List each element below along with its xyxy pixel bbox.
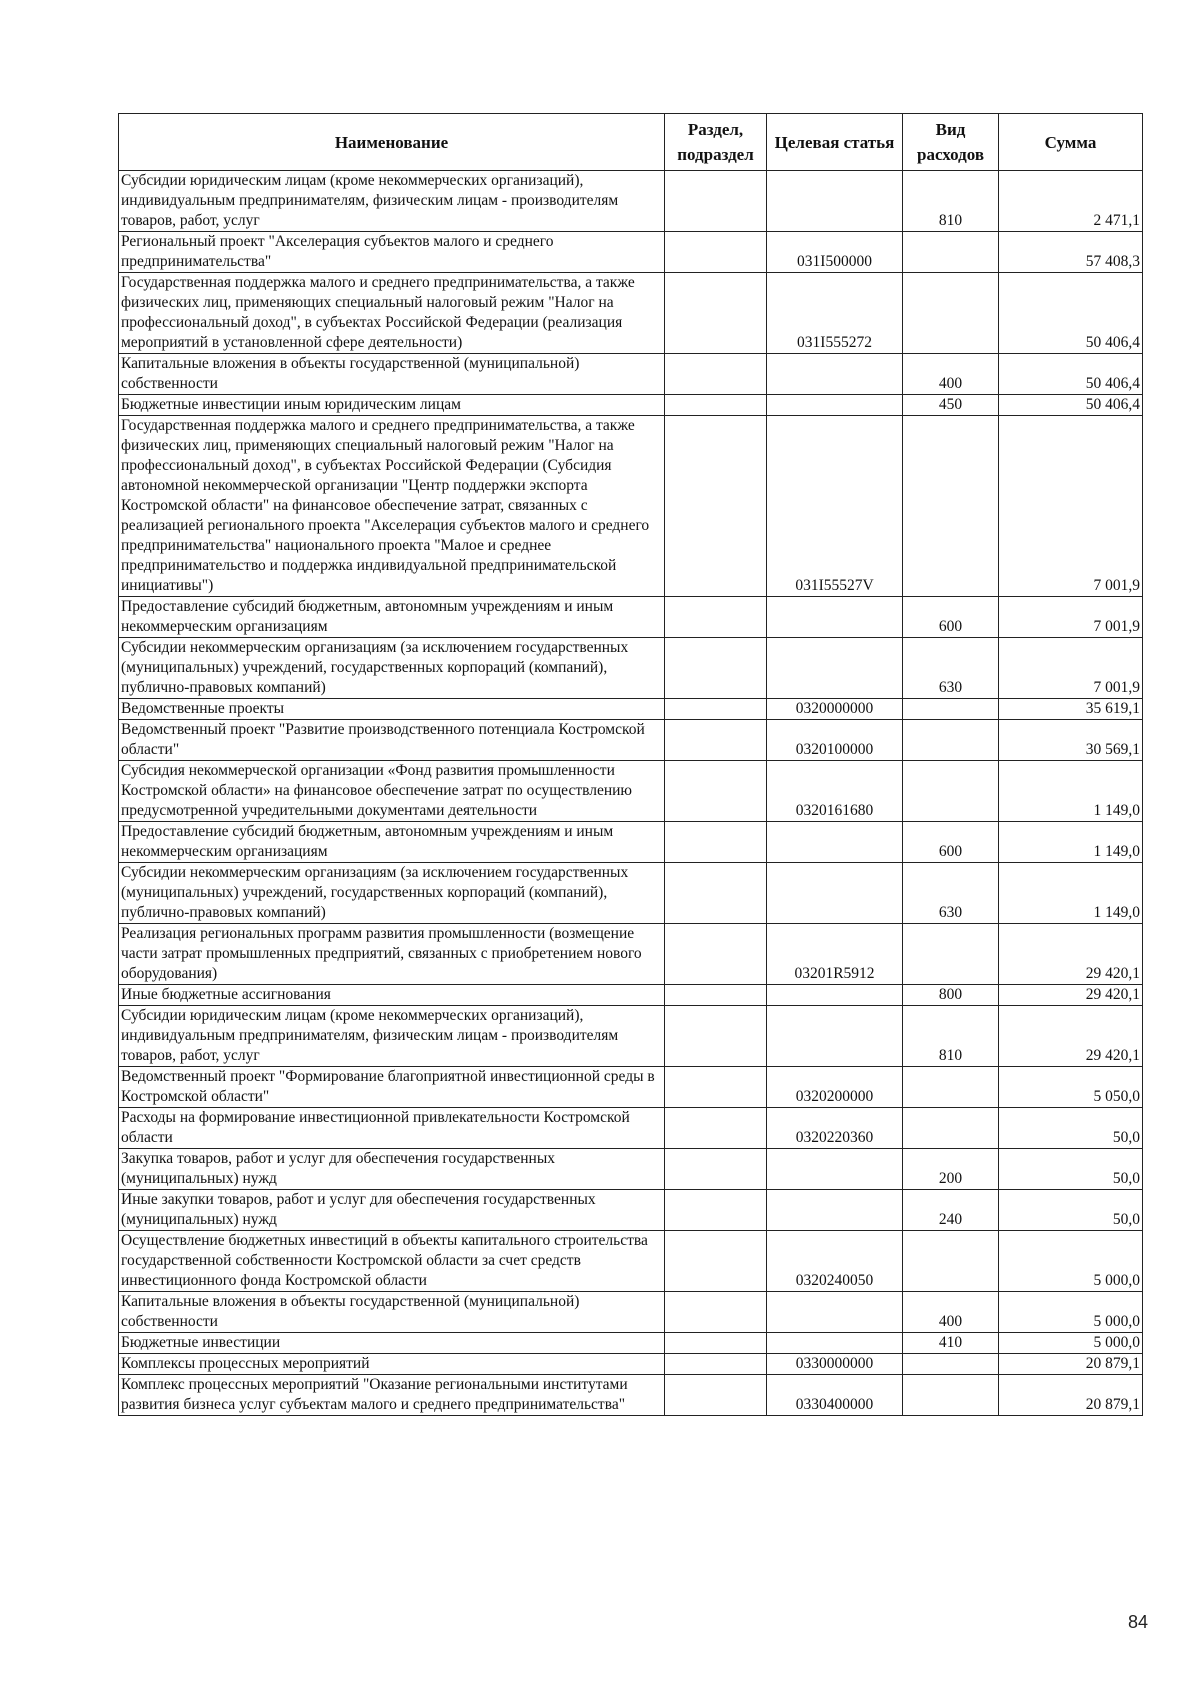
cell-expense	[903, 232, 999, 273]
cell-expense: 630	[903, 863, 999, 924]
cell-name: Региональный проект "Акселерация субъектов малого и среднего предпринимательства"	[119, 232, 665, 273]
cell-section	[665, 1006, 767, 1067]
cell-target: 03201R5912	[767, 924, 903, 985]
cell-name: Государственная поддержка малого и среднего предпринимательства, а также физических лиц, применяющих специальный налоговый режим "Налог на профессиональный доход", в субъектах Российской Федерации (реализация мероприятий в установленной сфере деятельности)	[119, 273, 665, 354]
cell-amount: 7 001,9	[999, 597, 1143, 638]
cell-target: 0320200000	[767, 1067, 903, 1108]
cell-amount: 50,0	[999, 1108, 1143, 1149]
cell-expense	[903, 1067, 999, 1108]
cell-target	[767, 1333, 903, 1354]
cell-name: Осуществление бюджетных инвестиций в объекты капитального строительства государственной собственности Костромской области за счет средств инвестиционного фонда Костромской области	[119, 1231, 665, 1292]
cell-expense	[903, 699, 999, 720]
cell-section	[665, 1375, 767, 1416]
cell-target	[767, 597, 903, 638]
cell-amount: 7 001,9	[999, 416, 1143, 597]
cell-expense: 240	[903, 1190, 999, 1231]
cell-amount: 5 000,0	[999, 1333, 1143, 1354]
header-expense: Вид расходов	[903, 114, 999, 171]
table-row	[119, 1149, 1143, 1190]
cell-target	[767, 863, 903, 924]
table-header	[119, 114, 1143, 171]
cell-section	[665, 863, 767, 924]
cell-expense	[903, 416, 999, 597]
cell-name: Субсидии некоммерческим организациям (за исключением государственных (муниципальных) учреждений, государственных корпораций (компаний), публично-правовых компаний)	[119, 638, 665, 699]
cell-section	[665, 1292, 767, 1333]
cell-section	[665, 395, 767, 416]
table-row	[119, 395, 1143, 416]
cell-section	[665, 1333, 767, 1354]
cell-name: Субсидии юридическим лицам (кроме некоммерческих организаций), индивидуальным предпринимателям, физическим лицам - производителям товаров, работ, услуг	[119, 1006, 665, 1067]
cell-name: Субсидии некоммерческим организациям (за исключением государственных (муниципальных) учреждений, государственных корпораций (компаний), публично-правовых компаний)	[119, 863, 665, 924]
cell-name: Предоставление субсидий бюджетным, автономным учреждениям и иным некоммерческим организациям	[119, 597, 665, 638]
table-row	[119, 1006, 1143, 1067]
cell-expense: 400	[903, 354, 999, 395]
cell-expense: 400	[903, 1292, 999, 1333]
cell-amount: 7 001,9	[999, 638, 1143, 699]
budget-table	[118, 113, 1143, 1416]
cell-section	[665, 597, 767, 638]
table-row	[119, 1067, 1143, 1108]
cell-expense: 630	[903, 638, 999, 699]
cell-amount: 50 406,4	[999, 354, 1143, 395]
cell-section	[665, 171, 767, 232]
cell-section	[665, 638, 767, 699]
cell-expense: 600	[903, 597, 999, 638]
cell-amount: 35 619,1	[999, 699, 1143, 720]
cell-section	[665, 761, 767, 822]
cell-target	[767, 354, 903, 395]
cell-amount: 29 420,1	[999, 924, 1143, 985]
cell-section	[665, 1067, 767, 1108]
cell-section	[665, 822, 767, 863]
cell-section	[665, 985, 767, 1006]
cell-amount: 50 406,4	[999, 273, 1143, 354]
cell-target: 0320000000	[767, 699, 903, 720]
table-row	[119, 761, 1143, 822]
table-row	[119, 985, 1143, 1006]
cell-amount: 30 569,1	[999, 720, 1143, 761]
cell-expense	[903, 1108, 999, 1149]
page-number: 84	[1128, 1612, 1149, 1632]
cell-name: Иные закупки товаров, работ и услуг для обеспечения государственных (муниципальных) нужд	[119, 1190, 665, 1231]
cell-name: Расходы на формирование инвестиционной привлекательности Костромской области	[119, 1108, 665, 1149]
cell-name: Иные бюджетные ассигнования	[119, 985, 665, 1006]
cell-expense	[903, 1231, 999, 1292]
cell-expense	[903, 273, 999, 354]
cell-expense: 800	[903, 985, 999, 1006]
cell-amount: 29 420,1	[999, 1006, 1143, 1067]
cell-target	[767, 1149, 903, 1190]
cell-name: Ведомственный проект "Формирование благоприятной инвестиционной среды в Костромской области"	[119, 1067, 665, 1108]
cell-section	[665, 1108, 767, 1149]
cell-name: Бюджетные инвестиции	[119, 1333, 665, 1354]
cell-section	[665, 1354, 767, 1375]
cell-target	[767, 171, 903, 232]
table-row	[119, 1108, 1143, 1149]
cell-section	[665, 1190, 767, 1231]
cell-expense: 600	[903, 822, 999, 863]
table-row	[119, 1231, 1143, 1292]
cell-name: Государственная поддержка малого и среднего предпринимательства, а также физических лиц, применяющих специальный налоговый режим "Налог на профессиональный доход", в субъектах Российской Федерации (Субсидия автономной некоммерческой организации "Центр поддержки экспорта Костромской области" на финансовое обеспечение затрат, связанных с реализацией регионального проекта "Акселерация субъектов малого и среднего предпринимательства" национального проекта "Малое и среднее предпринимательство и поддержка индивидуальной предпринимательской инициативы")	[119, 416, 665, 597]
table-row	[119, 1292, 1143, 1333]
cell-target	[767, 1006, 903, 1067]
cell-target: 0320220360	[767, 1108, 903, 1149]
cell-expense	[903, 1354, 999, 1375]
cell-name: Предоставление субсидий бюджетным, автономным учреждениям и иным некоммерческим организациям	[119, 822, 665, 863]
cell-name: Капитальные вложения в объекты государственной (муниципальной) собственности	[119, 354, 665, 395]
cell-target	[767, 1292, 903, 1333]
cell-target: 0330000000	[767, 1354, 903, 1375]
cell-target	[767, 1190, 903, 1231]
cell-name: Субсидия некоммерческой организации «Фонд развития промышленности Костромской области» на финансовое обеспечение затрат по осуществлению предусмотренной учредительными документами деятельности	[119, 761, 665, 822]
header-amount: Сумма	[999, 114, 1143, 171]
table-row	[119, 720, 1143, 761]
table-row	[119, 597, 1143, 638]
table-row	[119, 1190, 1143, 1231]
cell-amount: 50 406,4	[999, 395, 1143, 416]
cell-section	[665, 416, 767, 597]
cell-amount: 1 149,0	[999, 761, 1143, 822]
cell-amount: 20 879,1	[999, 1375, 1143, 1416]
cell-amount: 50,0	[999, 1190, 1143, 1231]
cell-target: 0320161680	[767, 761, 903, 822]
cell-section	[665, 924, 767, 985]
cell-expense: 410	[903, 1333, 999, 1354]
cell-target	[767, 395, 903, 416]
cell-expense	[903, 720, 999, 761]
cell-expense: 810	[903, 1006, 999, 1067]
cell-section	[665, 1149, 767, 1190]
cell-amount: 57 408,3	[999, 232, 1143, 273]
cell-expense: 450	[903, 395, 999, 416]
header-name: Наименование	[119, 114, 665, 171]
table-row	[119, 699, 1143, 720]
cell-expense	[903, 761, 999, 822]
table-row	[119, 924, 1143, 985]
cell-name: Комплексы процессных мероприятий	[119, 1354, 665, 1375]
table-row	[119, 354, 1143, 395]
cell-name: Капитальные вложения в объекты государственной (муниципальной) собственности	[119, 1292, 665, 1333]
table-body	[119, 171, 1143, 1416]
cell-amount: 5 050,0	[999, 1067, 1143, 1108]
cell-amount: 20 879,1	[999, 1354, 1143, 1375]
cell-amount: 50,0	[999, 1149, 1143, 1190]
cell-section	[665, 720, 767, 761]
cell-target	[767, 822, 903, 863]
cell-target	[767, 985, 903, 1006]
cell-expense: 200	[903, 1149, 999, 1190]
table-row	[119, 232, 1143, 273]
cell-target: 0320100000	[767, 720, 903, 761]
table-row	[119, 416, 1143, 597]
header-target: Целевая статья	[767, 114, 903, 171]
table-row	[119, 822, 1143, 863]
header-row	[119, 114, 1143, 171]
table-row	[119, 1375, 1143, 1416]
table-row	[119, 171, 1143, 232]
cell-target: 031I555272	[767, 273, 903, 354]
cell-amount: 2 471,1	[999, 171, 1143, 232]
cell-amount: 5 000,0	[999, 1292, 1143, 1333]
table-row	[119, 638, 1143, 699]
cell-name: Комплекс процессных мероприятий "Оказание региональными институтами развития бизнеса услуг субъектам малого и среднего предпринимательства"	[119, 1375, 665, 1416]
cell-target: 0330400000	[767, 1375, 903, 1416]
cell-target: 031I55527V	[767, 416, 903, 597]
cell-name: Бюджетные инвестиции иным юридическим лицам	[119, 395, 665, 416]
table-row	[119, 1354, 1143, 1375]
cell-amount: 5 000,0	[999, 1231, 1143, 1292]
table-row	[119, 863, 1143, 924]
cell-name: Ведомственный проект "Развитие производственного потенциала Костромской области"	[119, 720, 665, 761]
cell-section	[665, 273, 767, 354]
cell-target: 0320240050	[767, 1231, 903, 1292]
cell-amount: 29 420,1	[999, 985, 1143, 1006]
cell-expense	[903, 1375, 999, 1416]
cell-name: Субсидии юридическим лицам (кроме некоммерческих организаций), индивидуальным предпринимателям, физическим лицам - производителям товаров, работ, услуг	[119, 171, 665, 232]
table-row	[119, 1333, 1143, 1354]
table-row	[119, 273, 1143, 354]
cell-section	[665, 1231, 767, 1292]
cell-expense	[903, 924, 999, 985]
cell-target: 031I500000	[767, 232, 903, 273]
cell-section	[665, 232, 767, 273]
cell-name: Ведомственные проекты	[119, 699, 665, 720]
cell-amount: 1 149,0	[999, 863, 1143, 924]
cell-target	[767, 638, 903, 699]
cell-name: Закупка товаров, работ и услуг для обеспечения государственных (муниципальных) нужд	[119, 1149, 665, 1190]
cell-section	[665, 354, 767, 395]
header-section: Раздел, подраздел	[665, 114, 767, 171]
cell-expense: 810	[903, 171, 999, 232]
cell-amount: 1 149,0	[999, 822, 1143, 863]
cell-name: Реализация региональных программ развития промышленности (возмещение части затрат промышленных предприятий, связанных с приобретением нового оборудования)	[119, 924, 665, 985]
cell-section	[665, 699, 767, 720]
